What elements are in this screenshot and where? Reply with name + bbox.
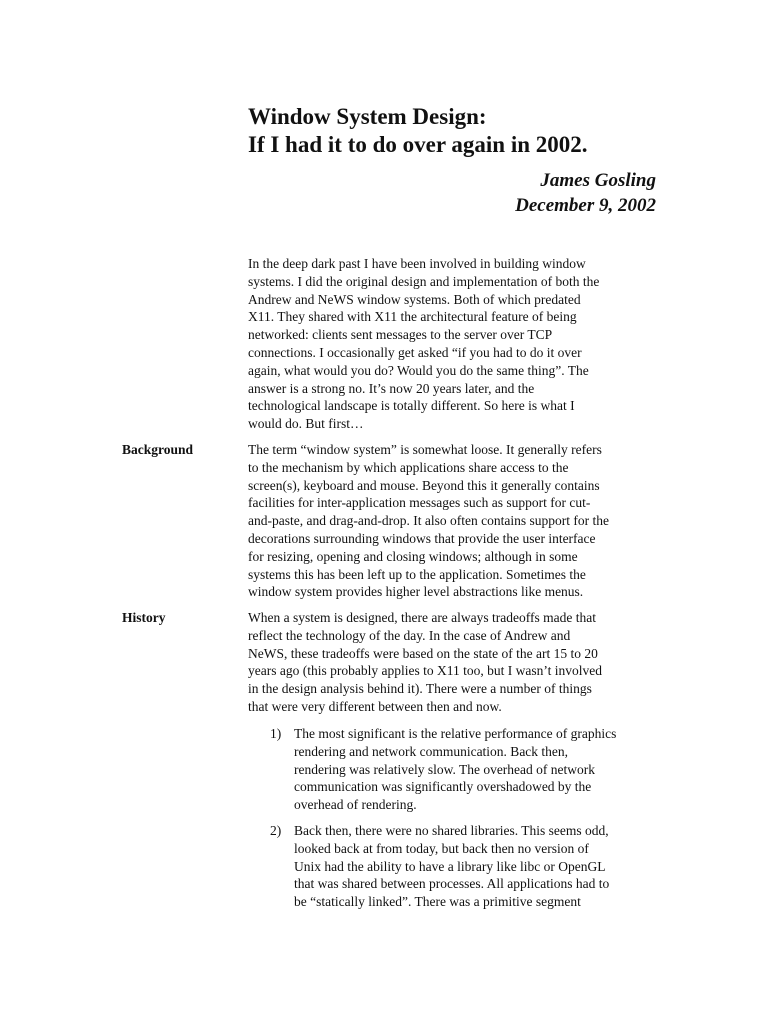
document-date: December 9, 2002: [515, 195, 656, 216]
text-line: connections. I occasionally get asked “if you had to do it over: [248, 344, 582, 360]
text-line: rendering was relatively slow. The overhead of network: [294, 761, 596, 777]
text-line: systems. I did the original design and implementation of both the: [248, 273, 600, 289]
text-line: window system provides higher level abstractions like menus.: [248, 584, 584, 600]
text-line: to the mechanism by which applications share access to the: [248, 459, 569, 475]
text-line: networked: clients sent messages to the server over TCP: [248, 327, 553, 343]
text-line: Unix had the ability to have a library like libc or OpenGL: [294, 858, 606, 874]
text-line: that was shared between processes. All applications had to: [294, 876, 610, 892]
text-line: years ago (this probably applies to X11 too, but I wasn’t involved: [248, 663, 602, 679]
list-item-body: [294, 822, 674, 911]
text-line: The term “window system” is somewhat loose. It generally refers: [248, 442, 602, 457]
author-name: James Gosling: [540, 170, 656, 191]
history-heading: History: [122, 610, 166, 625]
intro-paragraph: [248, 255, 666, 433]
text-line: communication was significantly overshadowed by the: [294, 779, 592, 795]
text-line: rendering and network communication. Back then,: [294, 743, 569, 759]
byline: [420, 168, 656, 218]
text-line: When a system is designed, there are always tradeoffs made that: [248, 610, 597, 625]
text-line: for resizing, opening and closing windows; although in some: [248, 548, 578, 564]
text-line: In the deep dark past I have been involved in building window: [248, 256, 586, 271]
text-line: NeWS, these tradeoffs were based on the state of the art 15 to 20: [248, 645, 598, 661]
text-line: X11. They shared with X11 the architectural feature of being: [248, 309, 577, 325]
document-title: [248, 103, 708, 159]
text-line: overhead of rendering.: [294, 797, 417, 813]
background-heading: Background: [122, 442, 194, 457]
text-line: technological landscape is totally different. So here is what I: [248, 398, 575, 414]
text-line: systems this has been left up to the application. Sometimes the: [248, 566, 586, 582]
text-line: facilities for inter-application messages such as support for cut-: [248, 495, 591, 511]
text-line: again, what would you do? Would you do the same thing”. The: [248, 362, 589, 378]
text-line: and-paste, and drag-and-drop. It also often contains support for the: [248, 513, 610, 529]
text-line: screen(s), keyboard and mouse. Beyond this it generally contains: [248, 477, 600, 493]
text-line: Back then, there were no shared libraries. This seems odd,: [294, 823, 609, 838]
list-item-number: 2): [270, 823, 282, 838]
text-line: answer is a strong no. It’s now 20 years later, and the: [248, 380, 535, 396]
text-line: Andrew and NeWS window systems. Both of which predated: [248, 291, 581, 307]
text-line: be “statically linked”. There was a primitive segment: [294, 894, 581, 910]
text-line: in the design analysis behind it). There were a number of things: [248, 681, 592, 697]
text-line: looked back at from today, but back then no version of: [294, 840, 589, 856]
text-line: reflect the technology of the day. In the case of Andrew and: [248, 627, 571, 643]
history-paragraph: [248, 609, 666, 716]
text-line: that were very different between then and now.: [248, 698, 502, 714]
text-line: would do. But first…: [248, 416, 364, 432]
background-paragraph: [248, 441, 666, 601]
title-line: Window System Design:: [248, 104, 487, 129]
list-item-body: [294, 725, 674, 814]
title-line: If I had it to do over again in 2002.: [248, 132, 588, 157]
text-line: The most significant is the relative performance of graphics: [294, 726, 617, 741]
list-item-number: 1): [270, 726, 282, 741]
text-line: decorations surrounding windows that provide the user interface: [248, 530, 596, 546]
